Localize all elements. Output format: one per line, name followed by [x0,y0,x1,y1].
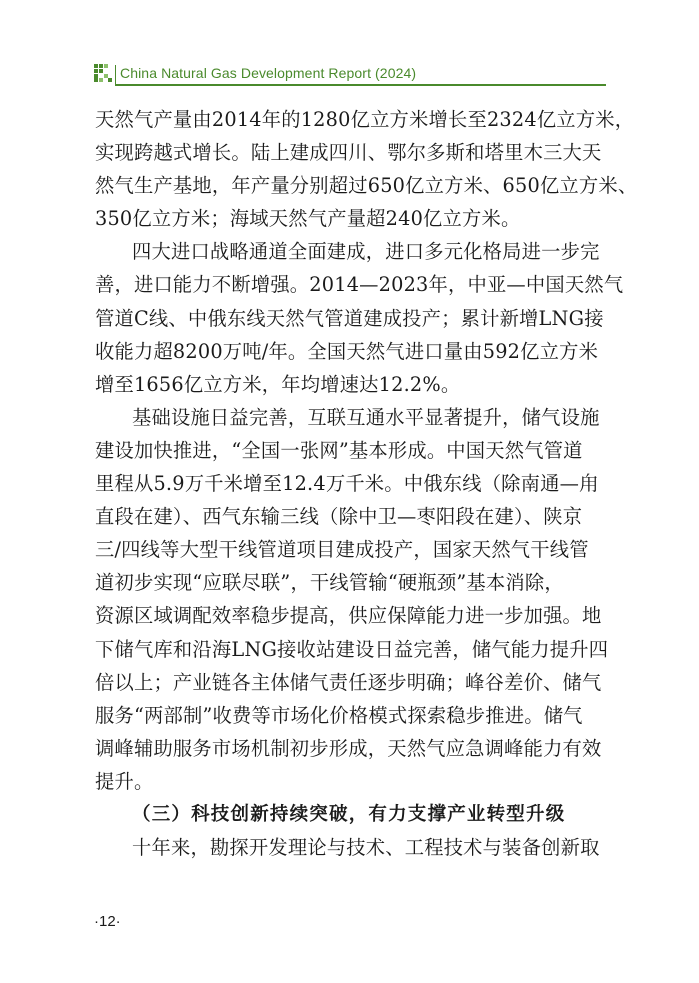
logo-icon [94,64,112,82]
text-line: 倍以上；产业链各主体储气责任逐步明确；峰谷差价、储气 [95,670,602,694]
running-header [94,62,606,88]
text-line: 管道C线、中俄东线天然气管道建成投产；累计新增LNG接 [95,306,604,330]
section-heading: （三）科技创新持续突破，有力支撑产业转型升级 [132,803,566,825]
text-line: 增至1656亿立方米，年均增速达12.2%。 [95,372,461,396]
text-line: 直段在建）、西气东输三线（除中卫—枣阳段在建）、陕京 [95,505,583,529]
text-line: 收能力超8200万吨/年。全国天然气进口量由592亿立方米 [95,339,599,363]
page-number: ·12· [94,913,121,930]
text-line: 资源区域调配效率稳步提高，供应保障能力进一步加强。地 [95,604,602,628]
text-line: 服务“两部制”收费等市场化价格模式探索稳步推进。储气 [95,703,583,727]
paragraph-first-line: 四大进口战略通道全面建成，进口多元化格局进一步完 [132,240,600,264]
header-divider [115,65,116,85]
text-line: 里程从5.9万千米增至12.4万千米。中俄东线（除南通—甪 [95,472,599,496]
paragraph-first-line: 基础设施日益完善，互联互通水平显著提升，储气设施 [132,405,600,429]
text-line: 善，进口能力不断增强。2014—2023年，中亚—中国天然气 [95,273,624,297]
body-text [95,103,638,864]
text-line: 下储气库和沿海LNG接收站建设日益完善，储气能力提升四 [95,637,609,661]
text-line: 天然气产量由2014年的1280亿立方米增长至2324亿立方米， [95,108,635,131]
text-line: 提升。 [95,769,154,793]
header-rule [115,84,606,86]
text-line: 然气生产基地，年产量分别超过650亿立方米、650亿立方米、 [95,174,638,198]
text-line: 实现跨越式增长。陆上建成四川、鄂尔多斯和塔里木三大天 [95,141,602,165]
text-line: 建设加快推进，“全国一张网”基本形成。中国天然气管道 [95,438,583,462]
text-line: 调峰辅助服务市场机制初步形成，天然气应急调峰能力有效 [95,736,602,760]
running-header-title: China Natural Gas Development Report (2024) [120,65,417,81]
text-line: 350亿立方米；海域天然气产量超240亿立方米。 [95,207,521,231]
text-line: 道初步实现“应联尽联”，干线管输“硬瓶颈”基本消除， [95,571,564,595]
paragraph-first-line: 十年来，勘探开发理论与技术、工程技术与装备创新取 [132,836,600,860]
text-line: 三/四线等大型干线管道项目建成投产，国家天然气干线管 [95,538,589,562]
